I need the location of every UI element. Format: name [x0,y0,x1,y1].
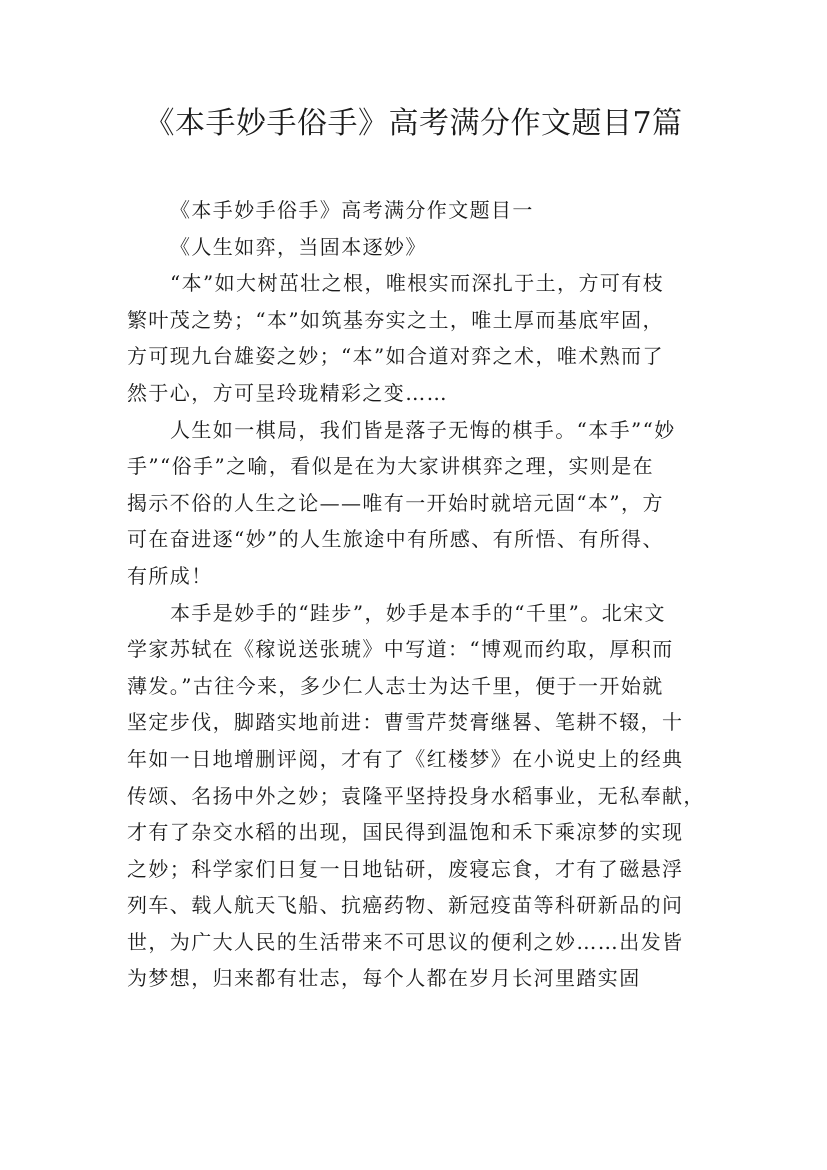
text-line: 《人生如弈，当固本逐妙》 [170,234,427,259]
text-line: 人生如一棋局，我们皆是落子无悔的棋手。“本手”“妙 [170,417,676,442]
text-line: 《本手妙手俗手》高考满分作文题目一 [170,198,534,222]
text-line: 世，为广大人民的生活带来不可思议的便利之妙……出发皆 [127,929,684,954]
document-title: 《本手妙手俗手》高考满分作文题目7篇 [144,106,683,141]
text-line: 传颂、名扬中外之妙；袁隆平坚持投身水稻事业，无私奉献， [127,783,705,808]
text-line: 揭示不俗的人生之论——唯有一开始时就培元固“本”，方 [127,490,664,515]
text-line: “本”如大树茁壮之根，唯根实而深扎于土，方可有枝 [170,271,665,296]
text-line: 年如一日地增删评阅，才有了《红楼梦》在小说史上的经典 [127,746,684,771]
text-line: 列车、载人航天飞船、抗癌药物、新冠疫苗等科研新品的问 [127,893,684,918]
text-line: 薄发。”古往今来，多少仁人志士为达千里，便于一开始就 [127,673,664,698]
text-line: 有所成！ [127,563,213,588]
text-line: 学家苏轼在《稼说送张琥》中写道：“博观而约取，厚积而 [127,637,674,662]
text-line: 之妙；科学家们日复一日地钻研，废寝忘食，才有了磁悬浮 [127,856,684,881]
text-line: 本手是妙手的“跬步”，妙手是本手的“千里”。北宋文 [170,600,666,625]
text-line: 然于心，方可呈玲珑精彩之变…… [127,380,448,405]
text-line: 手”“俗手”之喻，看似是在为大家讲棋弈之理，实则是在 [127,454,655,479]
text-line: 坚定步伐，脚踏实地前进：曹雪芹焚膏继晷、笔耕不辍，十 [127,710,684,735]
text-line: 繁叶茂之势；“本”如筑基夯实之土，唯土厚而基底牢固， [127,307,664,332]
text-line: 为梦想，归来都有壮志，每个人都在岁月长河里踏实固 [127,966,641,991]
text-line: 方可现九台雄姿之妙；“本”如合道对弈之术，唯术熟而了 [127,344,664,369]
document-body [127,192,727,997]
text-line: 才有了杂交水稻的出现，国民得到温饱和禾下乘凉梦的实现 [127,820,684,845]
text-line: 可在奋进逐“妙”的人生旅途中有所感、有所悟、有所得、 [127,527,664,552]
